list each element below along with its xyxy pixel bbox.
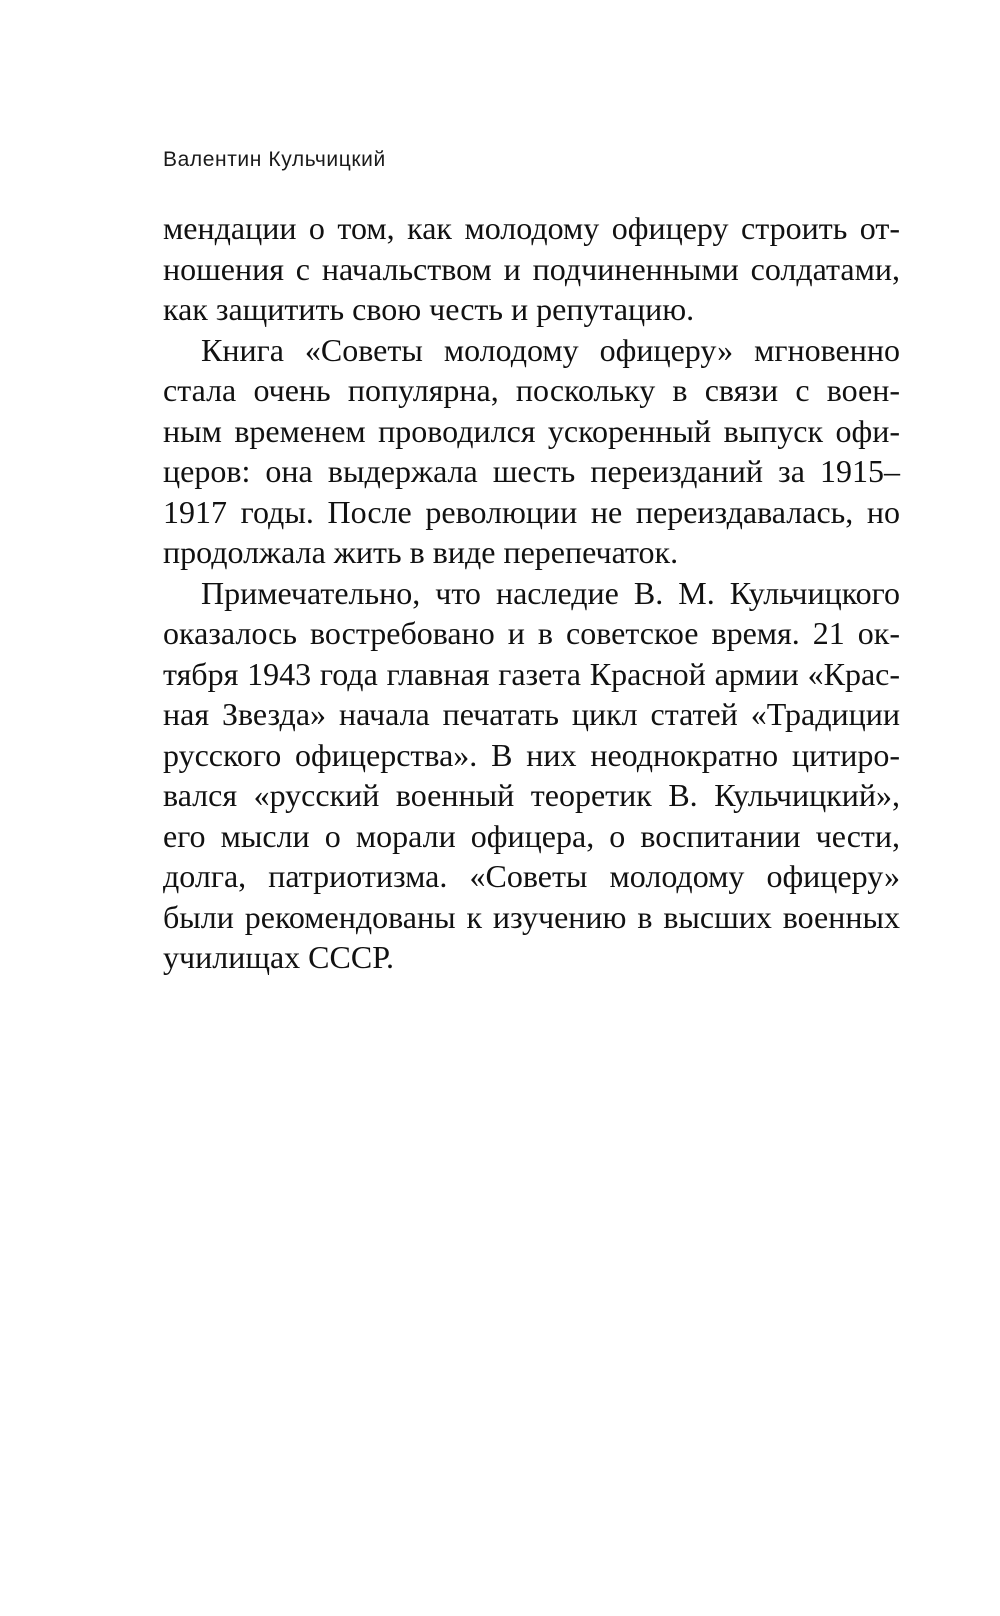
text-line: 1917 годы. После революции не переиздавалась, но (163, 493, 900, 530)
text-line: Примечательно, что наследие В. М. Кульчицкого (201, 574, 900, 611)
text-line: тября 1943 года главная газета Красной армии «Крас- (163, 655, 900, 692)
text-line: как защитить свою честь и репутацию. (163, 291, 695, 327)
text-line: продолжала жить в виде перепечаток. (163, 534, 679, 570)
text-line: долга, патриотизма. «Советы молодому офицеру» (163, 858, 900, 894)
paragraph-3 (163, 573, 900, 978)
paragraph-2 (163, 330, 900, 573)
paragraph-1 (163, 208, 900, 330)
text-line: мендации о том, как молодому офицеру строить от- (163, 210, 900, 246)
text-line: ношения с начальством и подчиненными солдатами, (163, 250, 900, 287)
text-line: Книга «Советы молодому офицеру» мгновенно (201, 331, 900, 368)
text-line: училищах СССР. (163, 939, 394, 975)
running-head: Валентин Кульчицкий (163, 148, 386, 171)
text-line: вался «русский военный теоретик В. Кульчицкий», (163, 777, 900, 813)
text-line: русского офицерства». В них неоднократно цитиро- (163, 736, 900, 773)
text-line: были рекомендованы к изучению в высших военных (163, 898, 900, 935)
body-text (163, 208, 900, 978)
text-line: стала очень популярна, поскольку в связи с воен- (163, 372, 900, 408)
text-line: его мысли о морали офицера, о воспитании чести, (163, 817, 900, 854)
text-line: церов: она выдержала шесть переизданий за 1915– (163, 453, 900, 489)
text-line: ным временем проводился ускоренный выпуск офи- (163, 412, 900, 449)
text-line: оказалось востребовано и в советское время. 21 ок- (163, 615, 900, 651)
text-line: ная Звезда» начала печатать цикл статей «Традиции (163, 696, 900, 732)
